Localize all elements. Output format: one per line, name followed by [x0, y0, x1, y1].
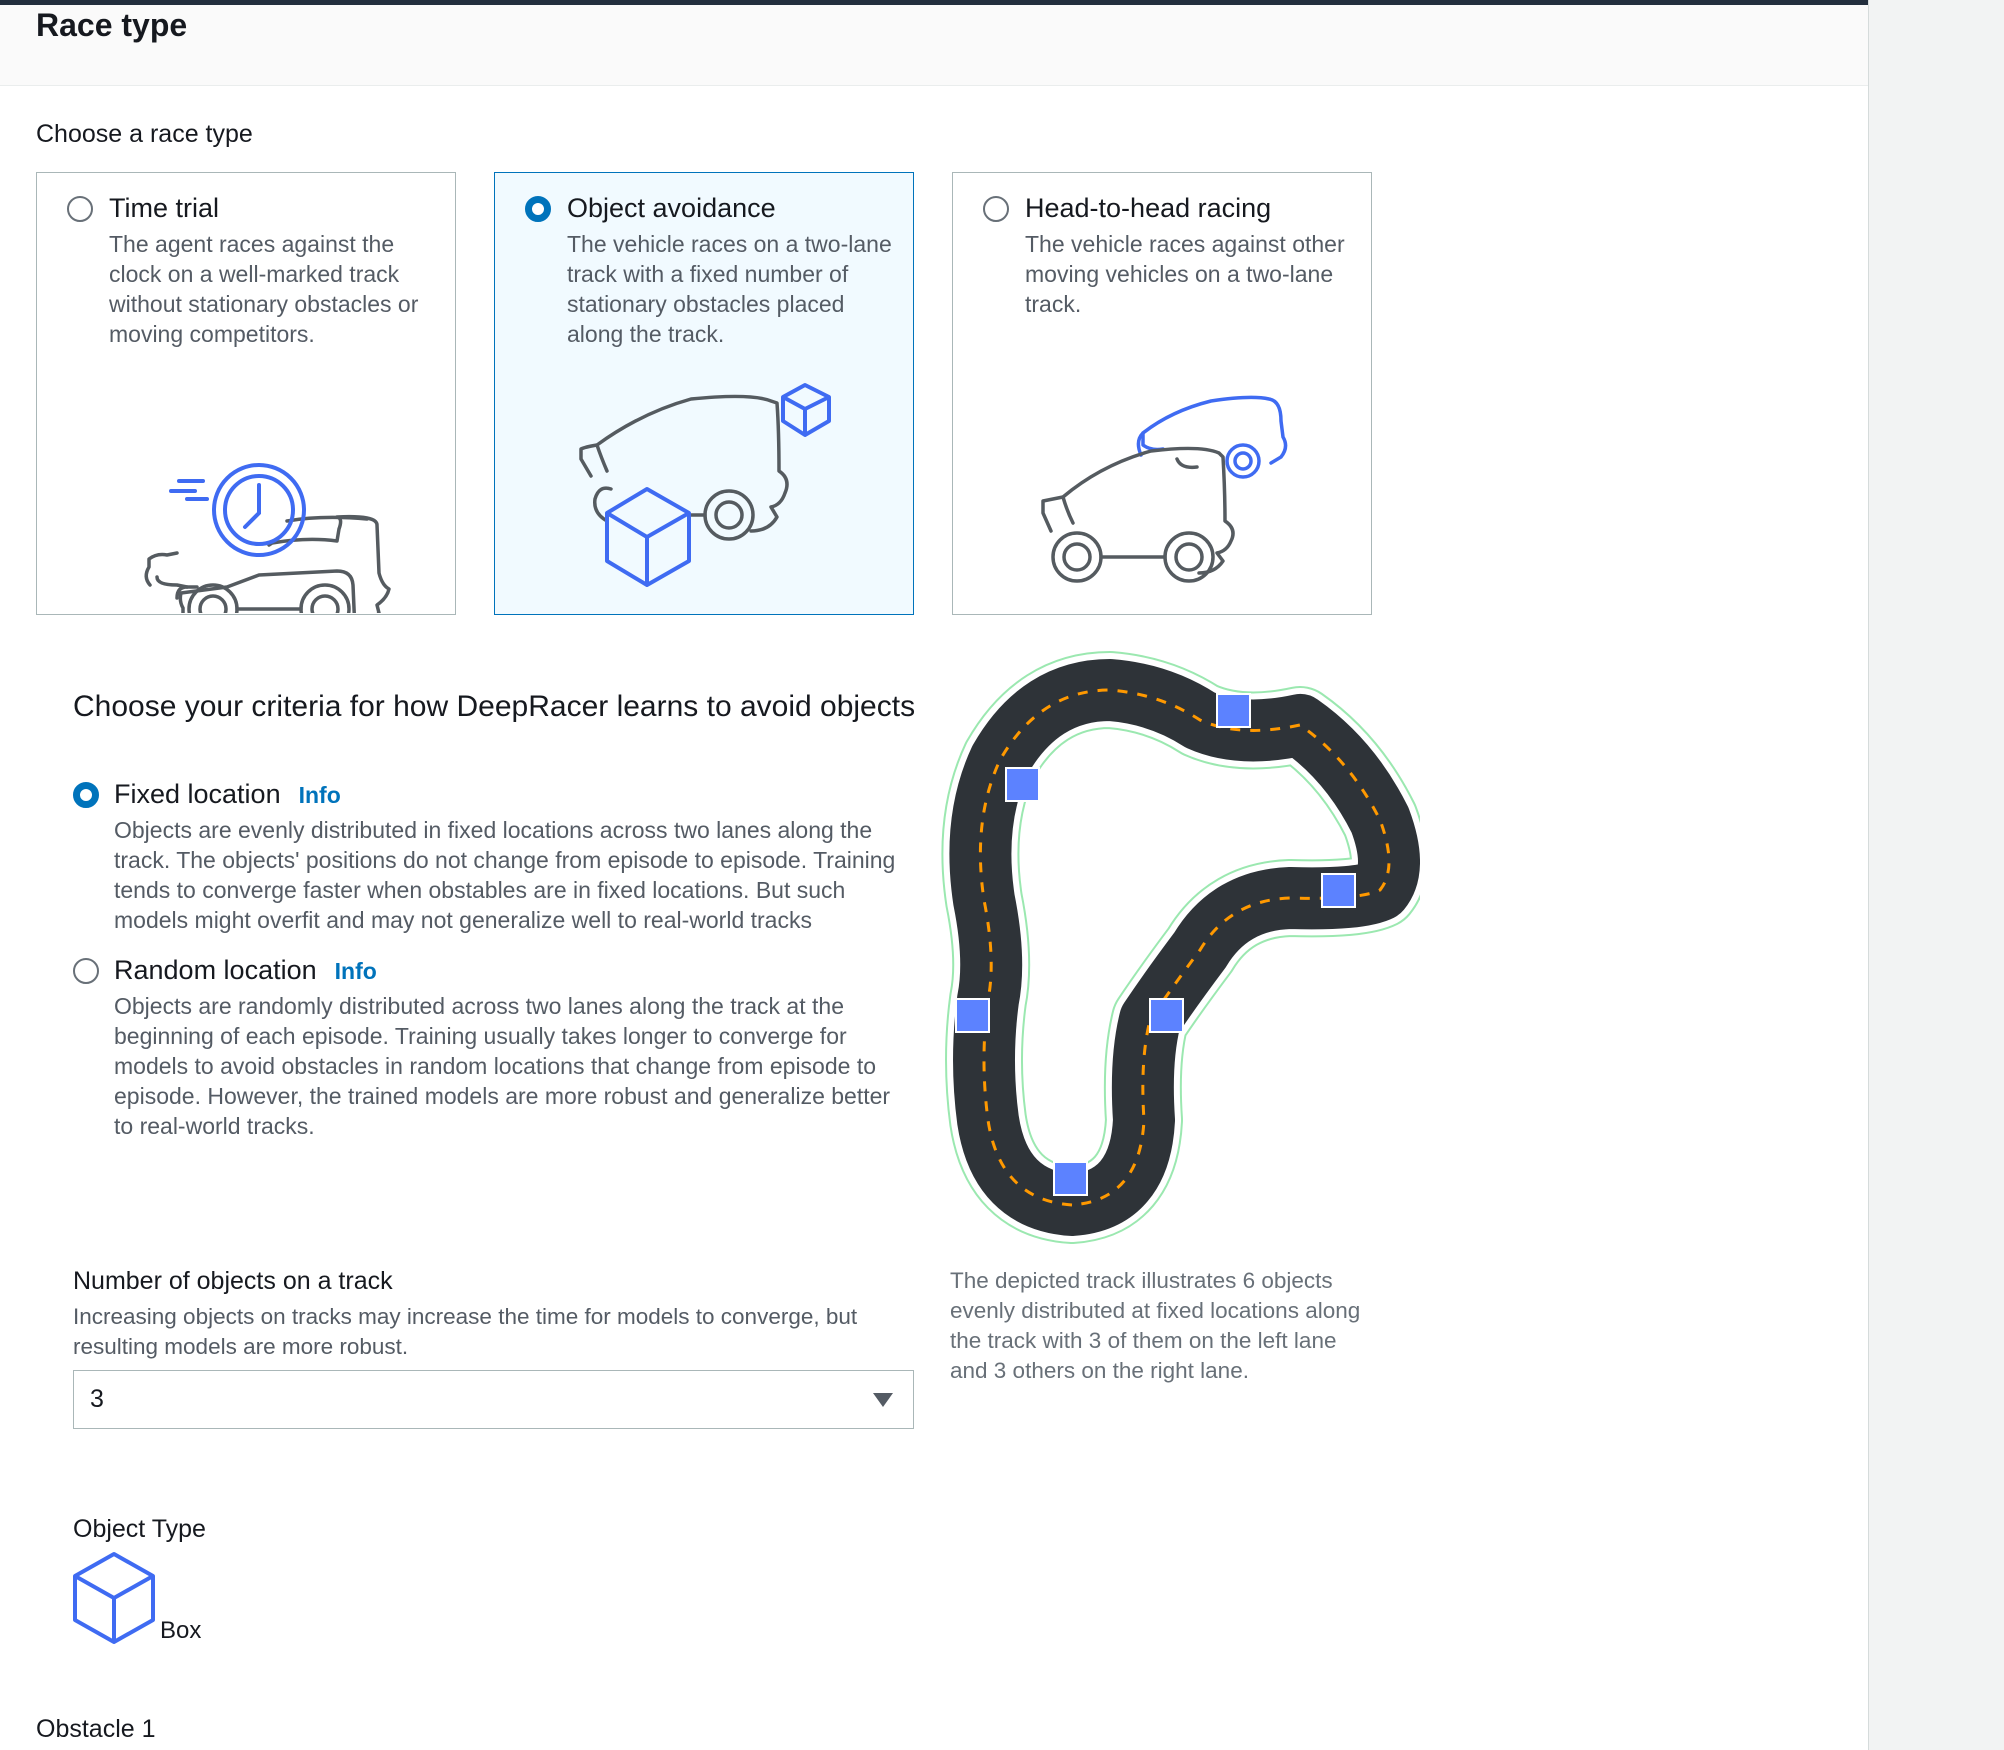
- random-location-radio[interactable]: [73, 958, 99, 984]
- race-type-tile-object-avoidance[interactable]: [494, 172, 914, 615]
- random-location-description: Objects are randomly distributed across two lanes along the track at the beginning of each episode. Training usually takes longer to converge for models to avoid obstacles in random locations that change from episode to episode. However, the trained models are more robust and generalize better to real-world tracks.: [114, 993, 891, 1139]
- car-box-icon: [495, 373, 915, 613]
- track-illustration: [940, 650, 1420, 1250]
- fixed-location-label: Fixed location: [114, 779, 281, 809]
- race-type-label: Choose a race type: [36, 120, 253, 148]
- tile-description: The vehicle races on a two-lane track with a fixed number of stationary obstacles placed along the track.: [567, 231, 892, 347]
- criteria-title: Choose your criteria for how DeepRacer learns to avoid objects: [73, 690, 916, 723]
- random-location-option[interactable]: [114, 955, 377, 986]
- track-object-2: [1006, 768, 1039, 801]
- race-type-tile-head-to-head[interactable]: [952, 172, 1372, 615]
- object-type-value: Box: [160, 1617, 202, 1644]
- num-objects-value: 3: [90, 1385, 104, 1413]
- box-icon[interactable]: [71, 1548, 157, 1644]
- track-object-6: [1054, 1162, 1087, 1195]
- tile-title: Object avoidance: [567, 193, 776, 223]
- track-object-4: [956, 999, 989, 1032]
- object-type-label: Object Type: [73, 1515, 206, 1543]
- car-clock-icon: [37, 373, 457, 613]
- race-type-radio-time-trial[interactable]: [67, 196, 93, 222]
- tile-description: The agent races against the clock on a well-marked track without stationary obstacles or moving competitors.: [109, 231, 419, 347]
- caret-down-icon: [873, 1393, 893, 1407]
- race-type-tile-time-trial[interactable]: [36, 172, 456, 615]
- two-cars-icon: [953, 373, 1373, 613]
- num-objects-select[interactable]: [73, 1370, 914, 1429]
- track-object-1: [1217, 694, 1250, 727]
- side-gutter: [1868, 0, 2004, 1750]
- race-type-radio-head-to-head[interactable]: [983, 196, 1009, 222]
- random-location-info-link[interactable]: Info: [334, 958, 377, 984]
- num-objects-label: Number of objects on a track: [73, 1267, 393, 1295]
- track-object-3: [1322, 874, 1355, 907]
- fixed-location-radio[interactable]: [73, 782, 99, 808]
- fixed-location-description: Objects are evenly distributed in fixed locations across two lanes along the track. The objects' positions do not change from episode to episode. Training tends to converge faster when obstables are in fixed locations. But such models might overfit and may not generalize well to real-world tracks: [114, 817, 896, 933]
- race-type-radio-object-avoidance[interactable]: [525, 196, 551, 222]
- random-location-label: Random location: [114, 955, 317, 985]
- num-objects-description: Increasing objects on tracks may increase the time for models to converge, but resulting models are more robust.: [73, 1304, 858, 1359]
- tile-title: Head-to-head racing: [1025, 193, 1272, 223]
- panel-title: Race type: [36, 7, 188, 43]
- fixed-location-option[interactable]: [114, 779, 341, 810]
- track-object-5: [1150, 999, 1183, 1032]
- track-caption: The depicted track illustrates 6 objects evenly distributed at fixed locations along the track with 3 of them on the left lane and 3 others on the right lane.: [950, 1268, 1361, 1383]
- tile-title: Time trial: [109, 193, 220, 223]
- tile-description: The vehicle races against other moving vehicles on a two-lane track.: [1025, 231, 1345, 317]
- obstacle-1-label: Obstacle 1: [36, 1715, 156, 1743]
- fixed-location-info-link[interactable]: Info: [298, 782, 341, 808]
- panel-header: [0, 5, 1868, 86]
